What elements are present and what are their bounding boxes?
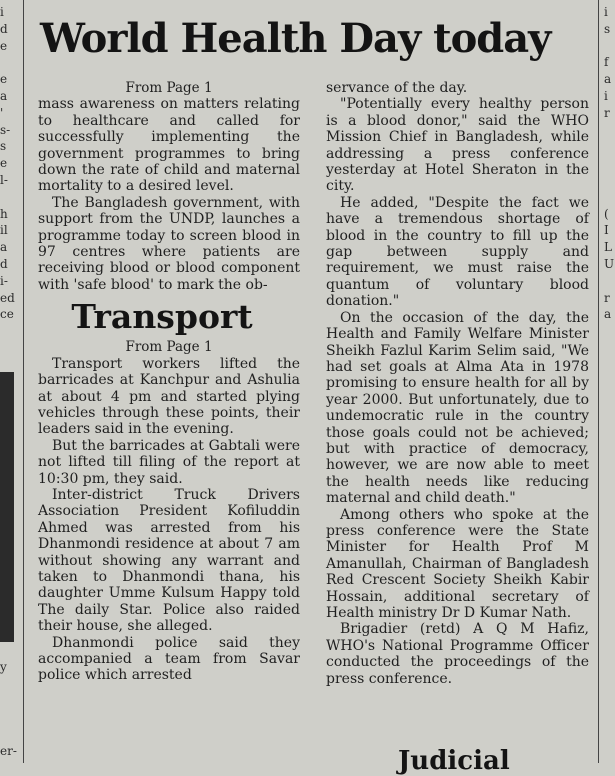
adjacent-photo-edge [0, 372, 14, 642]
story-paragraph: He added, "Despite the fact we have a tremendous shortage of blood in the country to fill up the gap between supply and requirement, we must raise the quantum of voluntary blood donation." [326, 194, 589, 310]
column-2 [326, 80, 589, 687]
adjacent-column-left-fragment: i d e e a ' s- s e l- h il a d i- ed ce y er- [0, 5, 17, 759]
story-paragraph: "Potentially every healthy person is a blood donor," said the WHO Mission Chief in Bangladesh, while addressing a press conference yesterday at Hotel Sheraton in the city. [326, 96, 589, 195]
story-paragraph: servance of the day. [326, 80, 468, 96]
story-paragraph: Brigadier (retd) A Q M Hafiz, WHO's National Programme Officer conducted the proceedings of the press conference. [326, 621, 589, 687]
column-rule-left [23, 0, 24, 763]
transport-paragraph: Transport workers lifted the barricades at Kanchpur and Ashulia at about 4 pm and started plying vehicles through these points, their leaders said in the evening. [38, 355, 300, 438]
story-jump-line: From Page 1 [125, 80, 213, 96]
column-1 [38, 80, 300, 684]
adjacent-column-right-fragment: i s f a i r ( I L U r a [604, 5, 615, 322]
transport-jump-line: From Page 1 [125, 339, 213, 356]
transport-paragraph: Inter-district Truck Drivers Association President Kofiluddin Ahmed was arrested from his Dhanmondi residence at about 7 am without showing any warrant and taken to Dhanmondi thana, his daughter Umme Kulsum Happy told The daily Star. Police also raided their house, she alleged. [38, 486, 300, 635]
story-paragraph: Among others who spoke at the press conference were the State Minister for Health Prof M Amanullah, Chairman of Bangladesh Red Crescent Society Sheikh Kabir Hossain, additional secretary of Health ministry Dr D Kumar Nath. [326, 506, 589, 621]
judicial-subhead-partial: Judicial [398, 746, 510, 776]
story-paragraph: mass awareness on matters relating to healthcare and called for successfully implementing the government programmes to bring down the rate of child and maternal mortality to a desired level. [38, 96, 300, 195]
transport-subhead: Transport [71, 297, 253, 337]
transport-paragraph: Dhanmondi police said they accompanied a team from Savar police which arrested [38, 634, 300, 684]
headline: World Health Day today [40, 15, 551, 62]
column-rule-right [598, 0, 599, 763]
story-paragraph: The Bangladesh government, with support from the UNDP, launches a programme today to screen blood in 97 centres where patients are receiving blood or blood component with 'safe blood' to mark the ob- [38, 194, 300, 293]
transport-paragraph: But the barricades at Gabtali were not lifted till filing of the report at 10:30 pm, they said. [38, 437, 300, 487]
story-paragraph: On the occasion of the day, the Health and Family Welfare Minister Sheikh Fazlul Karim Selim said, "We had set goals at Alma Ata in 1978 promising to ensure health for all by year 2000. But unfortunately, due to undemocratic rule in the country those goals could not be achieved; but with practice of democracy, however, we are now able to meet the health needs like reducing maternal and child death." [326, 309, 589, 507]
